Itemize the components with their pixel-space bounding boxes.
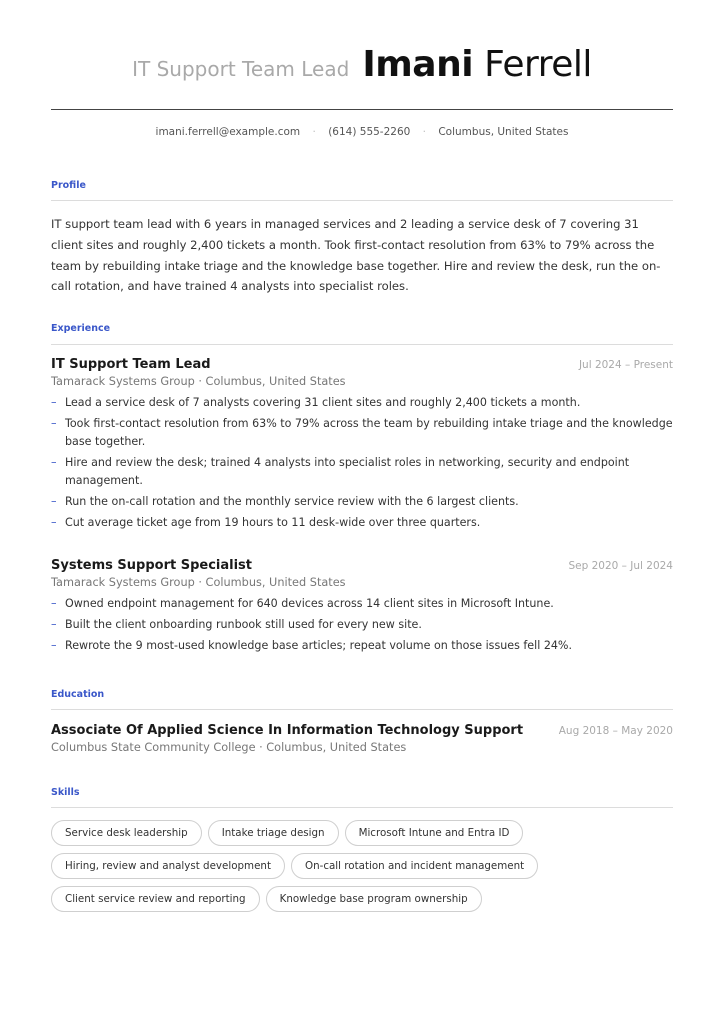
- education-dates: Aug 2018 – May 2020: [558, 725, 673, 737]
- section-divider: [51, 344, 673, 345]
- skill-chip: On-call rotation and incident management: [291, 853, 538, 879]
- job-bullet: – Owned endpoint management for 640 devices across 14 client sites in Microsoft Intune.: [51, 595, 673, 613]
- section-title-profile: Profile: [51, 180, 86, 191]
- job-bullet: – Rewrote the 9 most-used knowledge base articles; repeat volume on those issues fell 24%.: [51, 637, 673, 655]
- job-dates: Sep 2020 – Jul 2024: [568, 560, 673, 572]
- job-bullet: – Took first-contact resolution from 63% to 79% across the team by rebuilding intake triage and the knowledge base together.: [51, 415, 673, 450]
- section-divider: [51, 807, 673, 808]
- header-divider: [51, 109, 673, 110]
- job-bullets: [51, 394, 673, 532]
- experience-entry: [51, 357, 673, 535]
- experience-entry: [51, 558, 673, 659]
- contact-separator: ·: [422, 126, 426, 138]
- job-title: Systems Support Specialist: [51, 558, 253, 573]
- skill-chip: Knowledge base program ownership: [266, 886, 482, 912]
- job-bullet: – Lead a service desk of 7 analysts covering 31 client sites and roughly 2,400 tickets a month.: [51, 394, 673, 412]
- contact-line: [51, 126, 673, 138]
- job-dates: Jul 2024 – Present: [578, 359, 673, 371]
- education-entry: [51, 723, 673, 754]
- job-bullet: – Run the on-call rotation and the monthly service review with the 6 largest clients.: [51, 493, 673, 511]
- contact-email: imani.ferrell@example.com: [155, 126, 301, 138]
- skill-chip: Microsoft Intune and Entra ID: [345, 820, 524, 846]
- header-last-name: Ferrell: [484, 44, 592, 85]
- section-title-experience: Experience: [51, 323, 111, 334]
- contact-location: Columbus, United States: [438, 126, 569, 138]
- job-company: Tamarack Systems Group · Columbus, United States: [51, 375, 346, 388]
- section-divider: [51, 709, 673, 710]
- contact-phone: (614) 555-2260: [328, 126, 411, 138]
- education-school: Columbus State Community College · Columbus, United States: [51, 741, 407, 754]
- job-bullets: [51, 595, 673, 655]
- section-title-education: Education: [51, 689, 105, 700]
- resume-header: [51, 44, 673, 85]
- skill-chip: Client service review and reporting: [51, 886, 260, 912]
- profile-summary: IT support team lead with 6 years in managed services and 2 leading a service desk of 7 covering 31 client sites and roughly 2,400 tickets a month. Took first-contact resolution from 63% to 79% across the team by rebuilding intake triage and the knowledge base together. Hire and review the desk, run the on-call rotation, and have trained 4 analysts into specialist roles.: [51, 217, 661, 294]
- header-first-name: Imani: [362, 44, 474, 85]
- contact-separator: ·: [312, 126, 316, 138]
- job-bullet: – Cut average ticket age from 19 hours to 11 desk-wide over three quarters.: [51, 514, 673, 532]
- job-bullet: – Hire and review the desk; trained 4 analysts into specialist roles in networking, security and endpoint management.: [51, 454, 673, 489]
- skill-chip: Service desk leadership: [51, 820, 202, 846]
- skill-chip: Hiring, review and analyst development: [51, 853, 285, 879]
- header-role: IT Support Team Lead: [132, 57, 350, 81]
- job-bullet: – Built the client onboarding runbook still used for every new site.: [51, 616, 673, 634]
- education-degree: Associate Of Applied Science In Information Technology Support: [51, 723, 524, 738]
- job-title: IT Support Team Lead: [51, 357, 211, 372]
- skill-chip: Intake triage design: [208, 820, 339, 846]
- section-divider: [51, 200, 673, 201]
- section-title-skills: Skills: [51, 787, 80, 798]
- job-company: Tamarack Systems Group · Columbus, United States: [51, 576, 346, 589]
- skills-list: [51, 820, 673, 912]
